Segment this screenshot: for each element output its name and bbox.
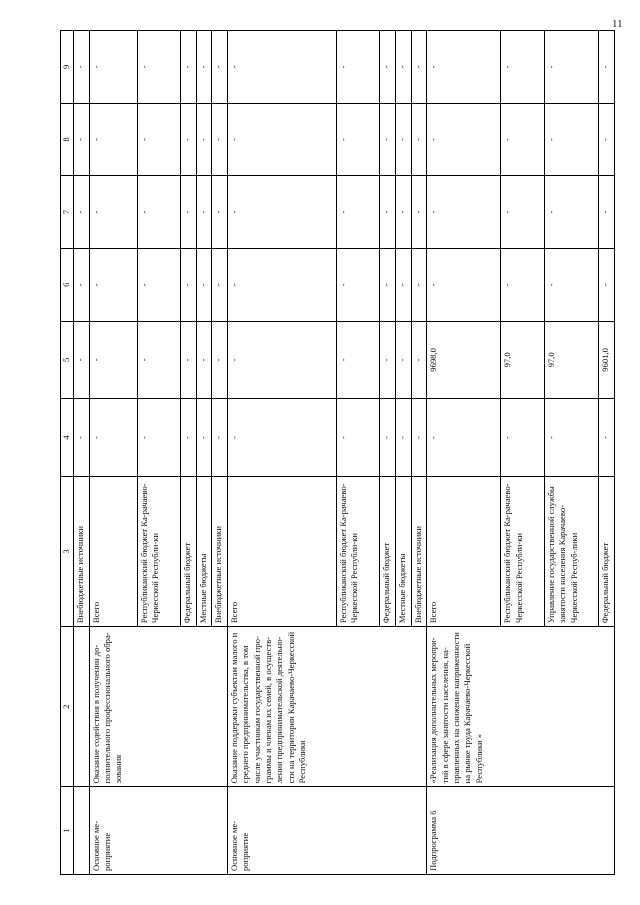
value-cell: - [501, 176, 545, 249]
value-cell: - [227, 321, 336, 399]
value-cell: - [212, 321, 228, 399]
value-cell: - [380, 321, 396, 399]
value-cell: - [74, 248, 90, 321]
value-cell: - [89, 248, 137, 321]
value-cell: - [137, 176, 181, 249]
value-cell: - [181, 103, 197, 176]
value-cell: - [137, 103, 181, 176]
value-cell: - [501, 399, 545, 477]
source-cell: Внебюджетные источники [411, 476, 427, 626]
value-cell: - [137, 399, 181, 477]
value-cell: - [544, 176, 598, 249]
value-cell: - [599, 103, 615, 176]
value-cell: - [599, 31, 615, 104]
value-cell: 9698,0 [427, 321, 501, 399]
source-cell: Федеральный бюджет [181, 476, 197, 626]
value-cell: - [380, 248, 396, 321]
value-cell: - [599, 176, 615, 249]
column-header: 4 [61, 399, 74, 477]
value-cell: - [336, 321, 380, 399]
value-cell: - [599, 248, 615, 321]
value-cell: - [137, 321, 181, 399]
value-cell: - [380, 103, 396, 176]
column-header: 7 [61, 176, 74, 249]
value-cell: - [196, 103, 212, 176]
value-cell: - [411, 321, 427, 399]
value-cell: - [227, 31, 336, 104]
value-cell: - [599, 399, 615, 477]
table-row [427, 31, 501, 875]
value-cell: - [89, 103, 137, 176]
source-cell: Всего [427, 476, 501, 626]
value-cell: - [427, 399, 501, 477]
value-cell: - [181, 176, 197, 249]
value-cell: - [89, 31, 137, 104]
source-cell: Федеральный бюджет [599, 476, 615, 626]
value-cell: - [544, 248, 598, 321]
value-cell: - [227, 399, 336, 477]
value-cell: - [336, 176, 380, 249]
value-cell: - [427, 248, 501, 321]
value-cell: - [395, 31, 411, 104]
value-cell: - [411, 399, 427, 477]
value-cell: - [395, 399, 411, 477]
value-cell: - [196, 248, 212, 321]
source-cell: Управление государственной службы занятости населения Карачаево-Черкесской Респуб-лики [544, 476, 598, 626]
budget-table [60, 30, 615, 875]
value-cell: - [212, 399, 228, 477]
table-row [89, 31, 137, 875]
value-cell: - [181, 321, 197, 399]
value-cell: 9601,0 [599, 321, 615, 399]
source-cell: Местные бюджеты [196, 476, 212, 626]
value-cell: - [196, 176, 212, 249]
value-cell: - [336, 399, 380, 477]
value-cell: - [89, 321, 137, 399]
value-cell: - [181, 248, 197, 321]
value-cell: - [427, 31, 501, 104]
value-cell: - [89, 176, 137, 249]
value-cell: - [395, 176, 411, 249]
value-cell: - [544, 103, 598, 176]
value-cell: - [227, 248, 336, 321]
table-row [74, 31, 90, 875]
value-cell: 97,0 [501, 321, 545, 399]
value-cell: - [227, 176, 336, 249]
column-header: 9 [61, 31, 74, 104]
table-row [227, 31, 336, 875]
value-cell: - [212, 176, 228, 249]
value-cell: - [212, 31, 228, 104]
value-cell: - [501, 103, 545, 176]
source-cell: Внебюджетные источники [212, 476, 228, 626]
source-cell: Всего [227, 476, 336, 626]
value-cell: - [395, 248, 411, 321]
value-cell: - [544, 31, 598, 104]
value-cell: - [212, 103, 228, 176]
value-cell: - [411, 176, 427, 249]
value-cell: - [196, 31, 212, 104]
value-cell: - [427, 176, 501, 249]
column-number-row [61, 31, 74, 875]
value-cell: - [181, 399, 197, 477]
name-cell: Оказание поддержки субъектам малого и среднего предпринимательства, в том числе участникам государственной про-граммы и членам их семей, в осуществ-лении предпринимательской деятельно-сти на территории Карачаево-Черкесской Республики [227, 627, 426, 787]
level-cell: Подпрограмма 6 [427, 787, 615, 875]
value-cell: - [74, 31, 90, 104]
column-header: 6 [61, 248, 74, 321]
value-cell: - [74, 321, 90, 399]
value-cell: - [89, 399, 137, 477]
value-cell: - [74, 103, 90, 176]
value-cell: - [336, 31, 380, 104]
value-cell: - [427, 103, 501, 176]
source-cell: Республиканский бюджет Ка-рачаево-Черкесской Республи-ки [336, 476, 380, 626]
source-cell: Федеральный бюджет [380, 476, 396, 626]
source-cell: Всего [89, 476, 137, 626]
source-cell: Республиканский бюджет Ка-рачаево-Черкесской Республи-ки [501, 476, 545, 626]
value-cell: - [137, 248, 181, 321]
value-cell: - [137, 31, 181, 104]
value-cell: - [74, 399, 90, 477]
value-cell: - [336, 103, 380, 176]
value-cell: - [501, 31, 545, 104]
column-header: 1 [61, 787, 74, 875]
column-header: 8 [61, 103, 74, 176]
source-cell: Местные бюджеты [395, 476, 411, 626]
level-cell: Основное ме-роприятие [89, 787, 227, 875]
column-header: 5 [61, 321, 74, 399]
value-cell: 97,0 [544, 321, 598, 399]
name-cell: Оказание содействия в получении до-полнительного профессионального обра-зования [89, 627, 227, 787]
value-cell: - [501, 248, 545, 321]
value-cell: - [411, 103, 427, 176]
source-cell: Внебюджетные источники [74, 476, 90, 626]
value-cell: - [380, 399, 396, 477]
value-cell: - [74, 176, 90, 249]
column-header: 2 [61, 627, 74, 787]
value-cell: - [411, 31, 427, 104]
value-cell: - [380, 31, 396, 104]
value-cell: - [227, 103, 336, 176]
value-cell: - [196, 399, 212, 477]
value-cell: - [336, 248, 380, 321]
source-cell: Республиканский бюджет Ка-рачаево-Черкесской Республи-ки [137, 476, 181, 626]
rotated-page [60, 30, 615, 875]
value-cell: - [380, 176, 396, 249]
value-cell: - [212, 248, 228, 321]
page-number: 11 [612, 18, 623, 30]
level-cell: Основное ме-роприятие [227, 787, 426, 875]
name-cell: «Реализация дополнительных меропри-тий в сфере занятости населения, на-правленных на снижение напряженности на рынке труда Карачаево-Черкесской Республики » [427, 627, 615, 787]
value-cell: - [544, 399, 598, 477]
value-cell: - [411, 248, 427, 321]
value-cell: - [196, 321, 212, 399]
value-cell: - [395, 103, 411, 176]
column-header: 3 [61, 476, 74, 626]
name-cell [74, 627, 90, 787]
level-cell [74, 787, 90, 875]
value-cell: - [395, 321, 411, 399]
value-cell: - [181, 31, 197, 104]
